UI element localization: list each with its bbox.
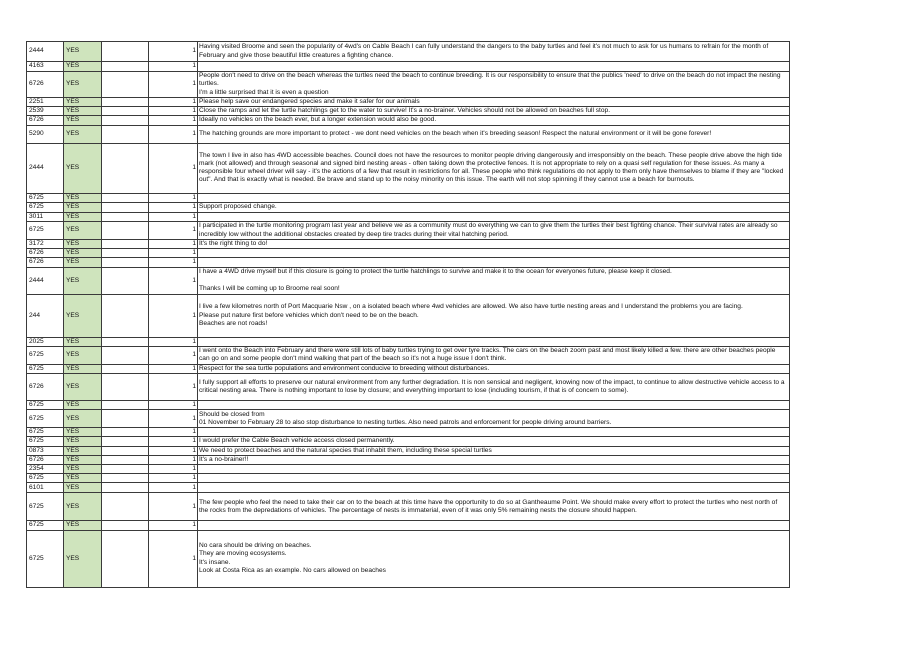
count-cell: 1 — [149, 521, 198, 530]
table-row — [27, 258, 790, 267]
answer-cell: YES — [64, 193, 102, 202]
postcode-cell: 6726 — [27, 72, 64, 98]
count-cell: 1 — [149, 493, 198, 521]
table-row — [27, 267, 790, 294]
empty-cell — [102, 346, 149, 364]
postcode-cell: 2251 — [27, 98, 64, 107]
postcode-cell: 3172 — [27, 240, 64, 249]
answer-cell: YES — [64, 374, 102, 401]
answer-cell: YES — [64, 428, 102, 437]
count-cell: 1 — [149, 249, 198, 258]
answer-cell: YES — [64, 446, 102, 455]
answer-cell: YES — [64, 521, 102, 530]
empty-cell — [102, 437, 149, 446]
answer-cell: YES — [64, 530, 102, 587]
count-cell: 1 — [149, 294, 198, 337]
comment-cell: I participated in the turtle monitoring program last year and believe we as a community must do everything we can to give them the turtles their best fighting chance. Their survival rates are already so incredibly low without the additional obstacles created by deep tire tracks during their vital hatching period. — [198, 222, 790, 240]
answer-cell: YES — [64, 116, 102, 125]
empty-cell — [102, 193, 149, 202]
comment-cell: I would prefer the Cable Beach vehicle access closed permanently. — [198, 437, 790, 446]
postcode-cell: 4163 — [27, 62, 64, 72]
count-cell: 1 — [149, 364, 198, 373]
comment-cell — [198, 258, 790, 267]
postcode-cell: 6725 — [27, 428, 64, 437]
count-cell: 1 — [149, 222, 198, 240]
empty-cell — [102, 294, 149, 337]
table-row — [27, 493, 790, 521]
count-cell: 1 — [149, 267, 198, 294]
count-cell: 1 — [149, 465, 198, 474]
postcode-cell: 6726 — [27, 116, 64, 125]
postcode-cell: 6725 — [27, 474, 64, 483]
table-row — [27, 240, 790, 249]
postcode-cell: 6725 — [27, 346, 64, 364]
postcode-cell: 0873 — [27, 446, 64, 455]
postcode-cell: 6725 — [27, 222, 64, 240]
answer-cell: YES — [64, 212, 102, 221]
count-cell: 1 — [149, 193, 198, 202]
comment-cell: I went onto the Beach into February and there were still lots of baby turtles trying to get over tyre tracks. The cars on the beach zoom past and most likely killed a few. there are other beaches people can go on and some people don't mind walking that part of the beach so it's not a huge issue I don't think. — [198, 346, 790, 364]
comment-cell: I have a 4WD drive myself but if this closure is going to protect the turtle hatchlings to survive and make it to the ocean for everyones future, please keep it closed. Thanks I will be coming up to Broome real soon! — [198, 267, 790, 294]
empty-cell — [102, 474, 149, 483]
empty-cell — [102, 374, 149, 401]
count-cell: 1 — [149, 428, 198, 437]
count-cell: 1 — [149, 62, 198, 72]
empty-cell — [102, 249, 149, 258]
table-row — [27, 474, 790, 483]
comment-cell — [198, 428, 790, 437]
empty-cell — [102, 212, 149, 221]
postcode-cell: 5290 — [27, 125, 64, 143]
comment-cell — [198, 212, 790, 221]
postcode-cell: 6101 — [27, 483, 64, 493]
empty-cell — [102, 483, 149, 493]
table-row — [27, 202, 790, 212]
spreadsheet-page — [26, 41, 789, 588]
table-row — [27, 364, 790, 373]
postcode-cell: 6726 — [27, 374, 64, 401]
empty-cell — [102, 364, 149, 373]
postcode-cell: 2444 — [27, 42, 64, 62]
postcode-cell: 6725 — [27, 401, 64, 410]
postcode-cell: 6726 — [27, 258, 64, 267]
answer-cell: YES — [64, 337, 102, 346]
empty-cell — [102, 267, 149, 294]
table-row — [27, 446, 790, 455]
postcode-cell: 2444 — [27, 267, 64, 294]
table-row — [27, 530, 790, 587]
empty-cell — [102, 258, 149, 267]
table-row — [27, 143, 790, 193]
table-row — [27, 437, 790, 446]
empty-cell — [102, 530, 149, 587]
table-row — [27, 193, 790, 202]
comment-cell — [198, 62, 790, 72]
comment-cell: The hatching grounds are more important to protect - we dont need vehicles on the beach when it's breeding season! Respect the natural environment or it will be gone forever! — [198, 125, 790, 143]
comment-cell: Respect for the sea turtle populations and environment conducive to breeding without disturbances. — [198, 364, 790, 373]
table-row — [27, 374, 790, 401]
postcode-cell: 6725 — [27, 364, 64, 373]
count-cell: 1 — [149, 374, 198, 401]
count-cell: 1 — [149, 72, 198, 98]
answer-cell: YES — [64, 401, 102, 410]
empty-cell — [102, 446, 149, 455]
count-cell: 1 — [149, 530, 198, 587]
empty-cell — [102, 428, 149, 437]
count-cell: 1 — [149, 98, 198, 107]
postcode-cell: 2354 — [27, 465, 64, 474]
count-cell: 1 — [149, 212, 198, 221]
comment-cell: It's a no-brainer!! — [198, 455, 790, 464]
postcode-cell: 6725 — [27, 530, 64, 587]
postcode-cell: 3011 — [27, 212, 64, 221]
answer-cell: YES — [64, 294, 102, 337]
postcode-cell: 6725 — [27, 521, 64, 530]
comment-cell — [198, 521, 790, 530]
count-cell: 1 — [149, 410, 198, 428]
empty-cell — [102, 62, 149, 72]
table-row — [27, 337, 790, 346]
comment-cell — [198, 401, 790, 410]
postcode-cell: 2539 — [27, 107, 64, 116]
table-row — [27, 465, 790, 474]
comment-cell: The few people who feel the need to take their car on to the beach at this time have the opportunity to do so at Gantheaume Point. We should make every effort to protect the turtles who nest north of the rocks from the depredations of vehicles. The percentage of nests is immaterial, even of it was only 5% remaining nests the closure should happen. — [198, 493, 790, 521]
count-cell: 1 — [149, 202, 198, 212]
table-row — [27, 125, 790, 143]
empty-cell — [102, 337, 149, 346]
table-row — [27, 222, 790, 240]
table-row — [27, 455, 790, 464]
count-cell: 1 — [149, 107, 198, 116]
table-row — [27, 294, 790, 337]
empty-cell — [102, 98, 149, 107]
empty-cell — [102, 465, 149, 474]
empty-cell — [102, 401, 149, 410]
empty-cell — [102, 125, 149, 143]
empty-cell — [102, 240, 149, 249]
table-body — [27, 42, 790, 588]
postcode-cell: 6725 — [27, 193, 64, 202]
comment-cell: Ideally no vehicles on the beach ever, but a longer extension would also be good. — [198, 116, 790, 125]
table-row — [27, 410, 790, 428]
answer-cell: YES — [64, 42, 102, 62]
comment-cell: No cara should be driving on beaches. They are moving ecosystems. It's insane. Look at Costa Rica as an example. No cars allowed on beaches — [198, 530, 790, 587]
answer-cell: YES — [64, 483, 102, 493]
count-cell: 1 — [149, 258, 198, 267]
postcode-cell: 2025 — [27, 337, 64, 346]
answer-cell: YES — [64, 258, 102, 267]
comment-cell: It's the right thing to do! — [198, 240, 790, 249]
count-cell: 1 — [149, 446, 198, 455]
count-cell: 1 — [149, 401, 198, 410]
table-row — [27, 401, 790, 410]
table-row — [27, 62, 790, 72]
answer-cell: YES — [64, 98, 102, 107]
empty-cell — [102, 72, 149, 98]
count-cell: 1 — [149, 474, 198, 483]
answer-cell: YES — [64, 455, 102, 464]
answer-cell: YES — [64, 143, 102, 193]
empty-cell — [102, 222, 149, 240]
submissions-table — [26, 41, 790, 588]
table-row — [27, 98, 790, 107]
answer-cell: YES — [64, 474, 102, 483]
postcode-cell: 6725 — [27, 493, 64, 521]
comment-cell — [198, 474, 790, 483]
empty-cell — [102, 42, 149, 62]
answer-cell: YES — [64, 267, 102, 294]
answer-cell: YES — [64, 72, 102, 98]
empty-cell — [102, 455, 149, 464]
empty-cell — [102, 521, 149, 530]
empty-cell — [102, 410, 149, 428]
answer-cell: YES — [64, 240, 102, 249]
answer-cell: YES — [64, 125, 102, 143]
answer-cell: YES — [64, 202, 102, 212]
comment-cell: I live a few kilometres north of Port Macquarie Nsw , on a isolated beach where 4wd vehicles are allowed. We also have turtle nesting areas and I understand the problems you are facing. Please put nature first before vehicles which don't need to be on the beach. Beaches are not roads! — [198, 294, 790, 337]
postcode-cell: 6725 — [27, 202, 64, 212]
table-row — [27, 116, 790, 125]
postcode-cell: 2444 — [27, 143, 64, 193]
comment-cell: Should be closed from 01 November to February 28 to also stop disturbance to nesting turtles. Also need patrols and enforcement for people driving around barriers. — [198, 410, 790, 428]
table-row — [27, 107, 790, 116]
answer-cell: YES — [64, 364, 102, 373]
postcode-cell: 6725 — [27, 410, 64, 428]
postcode-cell: 244 — [27, 294, 64, 337]
table-row — [27, 249, 790, 258]
table-row — [27, 428, 790, 437]
comment-cell — [198, 465, 790, 474]
empty-cell — [102, 493, 149, 521]
count-cell: 1 — [149, 337, 198, 346]
table-row — [27, 42, 790, 62]
comment-cell: We need to protect beaches and the natural species that inhabit them, including these special turtles — [198, 446, 790, 455]
answer-cell: YES — [64, 222, 102, 240]
answer-cell: YES — [64, 465, 102, 474]
answer-cell: YES — [64, 107, 102, 116]
comment-cell — [198, 249, 790, 258]
comment-cell — [198, 193, 790, 202]
answer-cell: YES — [64, 410, 102, 428]
empty-cell — [102, 143, 149, 193]
comment-cell: People don't need to drive on the beach whereas the turtles need the beach to continue breeding. It is our responsibility to ensure that the publics 'need' to drive on the beach do not impact the nesting turtles. I'm a little surprised that it is even a question — [198, 72, 790, 98]
count-cell: 1 — [149, 240, 198, 249]
comment-cell: The town I live in also has 4WD accessible beaches. Council does not have the resources to monitor people driving dangerously and irresponsibly on the beach. These people drive above the high tide mark (not allowed) and through seasonal and signed bird nesting areas - often taking down the protective fences. It is not appropriate to rely on a quasi self regulation for these issues. As many a responsible four wheel driver will say - it's the actions of a few that result in restrictions for all. These people who think regulations do not apply to them only have themselves to blame if they are "locked out". And that is exactly what is needed. Be brave and stand up to the noisy minority on this issue. The earth will not stop spinning if they cannot use a beach for burnouts. — [198, 143, 790, 193]
comment-cell: Close the ramps and let the turtle hatchlings get to the water to survive! It's a no-brainer. Vehicles should not be allowed on beaches full stop. — [198, 107, 790, 116]
answer-cell: YES — [64, 62, 102, 72]
answer-cell: YES — [64, 249, 102, 258]
empty-cell — [102, 107, 149, 116]
count-cell: 1 — [149, 455, 198, 464]
table-row — [27, 212, 790, 221]
count-cell: 1 — [149, 346, 198, 364]
answer-cell: YES — [64, 493, 102, 521]
comment-cell: Having visited Broome and seen the popularity of 4wd's on Cable Beach I can fully understand the dangers to the baby turtles and feel it's not much to ask for us humans to refrain for the month of February and give those beautiful little creatures a fighting chance. — [198, 42, 790, 62]
count-cell: 1 — [149, 437, 198, 446]
count-cell: 1 — [149, 125, 198, 143]
comment-cell: I fully support all efforts to preserve our natural environment from any further degradation. It is non sensical and negligent, knowing now of the impact, to continue to allow destructive vehicle access to a critical nesting area. There is nothing important to lose by closure; and everything important to lose (including tourism, if that is of concern to some). — [198, 374, 790, 401]
table-row — [27, 483, 790, 493]
comment-cell — [198, 483, 790, 493]
comment-cell: Support proposed change. — [198, 202, 790, 212]
postcode-cell: 6726 — [27, 249, 64, 258]
postcode-cell: 6726 — [27, 455, 64, 464]
comment-cell: Please help save our endangered species and make it safer for our animals — [198, 98, 790, 107]
answer-cell: YES — [64, 437, 102, 446]
table-row — [27, 72, 790, 98]
comment-cell — [198, 337, 790, 346]
table-row — [27, 346, 790, 364]
empty-cell — [102, 116, 149, 125]
answer-cell: YES — [64, 346, 102, 364]
count-cell: 1 — [149, 42, 198, 62]
count-cell: 1 — [149, 116, 198, 125]
count-cell: 1 — [149, 143, 198, 193]
postcode-cell: 6725 — [27, 437, 64, 446]
count-cell: 1 — [149, 483, 198, 493]
empty-cell — [102, 202, 149, 212]
table-row — [27, 521, 790, 530]
